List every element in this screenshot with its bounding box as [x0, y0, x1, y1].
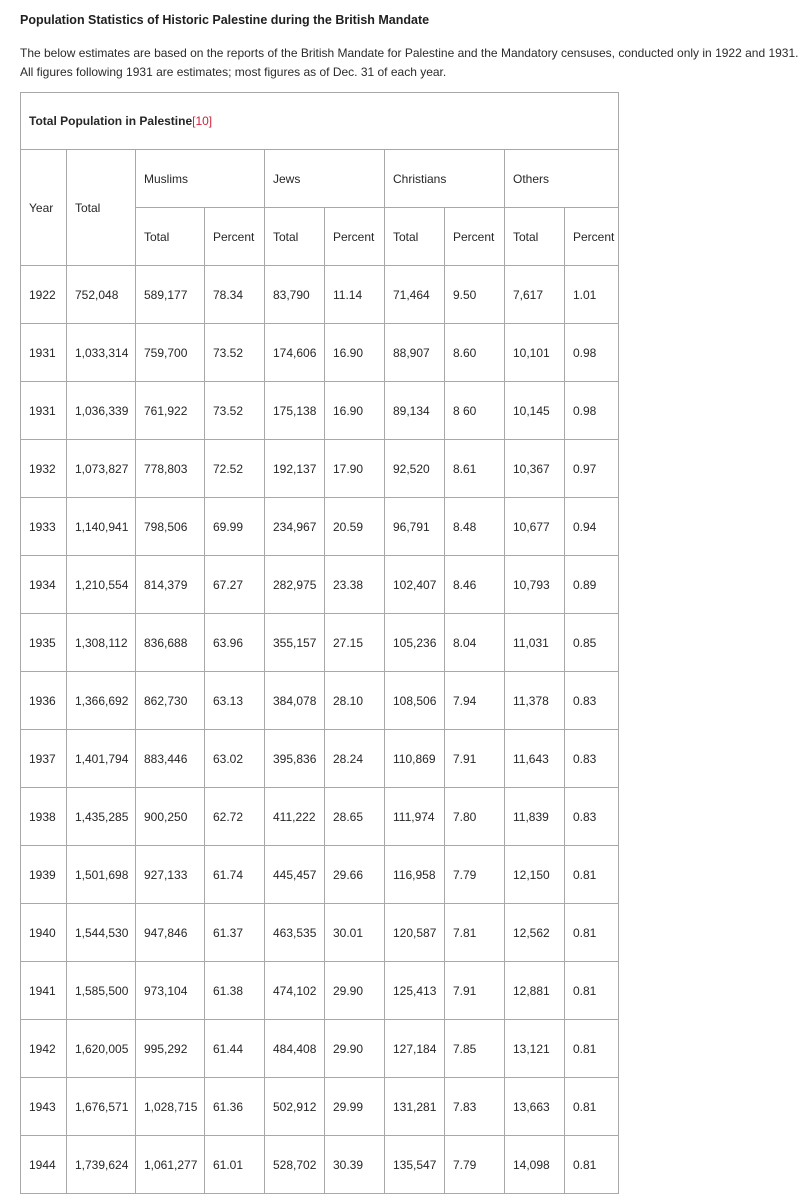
others-percent-cell: 0.81	[565, 846, 619, 904]
table-row	[21, 672, 619, 730]
others-total-cell: 10,677	[505, 498, 565, 556]
christians-total-cell: 88,907	[385, 324, 445, 382]
others-percent-cell: 0.81	[565, 904, 619, 962]
jews-percent-cell: 29.66	[325, 846, 385, 904]
total-cell: 1,501,698	[67, 846, 136, 904]
others-percent-cell: 0.98	[565, 382, 619, 440]
christians-total-cell: 89,134	[385, 382, 445, 440]
table-row	[21, 382, 619, 440]
year-cell: 1944	[21, 1136, 67, 1194]
total-cell: 1,073,827	[67, 440, 136, 498]
muslims-percent-cell: 61.44	[205, 1020, 265, 1078]
table-row	[21, 1078, 619, 1136]
total-header: Total	[67, 150, 136, 266]
muslims-total-cell: 947,846	[136, 904, 205, 962]
others-total-cell: 11,031	[505, 614, 565, 672]
others-percent-cell: 0.94	[565, 498, 619, 556]
muslims-percent-cell: 62.72	[205, 788, 265, 846]
christians-percent-cell: 7.83	[445, 1078, 505, 1136]
year-cell: 1931	[21, 382, 67, 440]
others-percent-cell: 0.89	[565, 556, 619, 614]
jews-total-cell: 411,222	[265, 788, 325, 846]
jews-total-cell: 474,102	[265, 962, 325, 1020]
jews-percent-cell: 27.15	[325, 614, 385, 672]
total-cell: 1,620,005	[67, 1020, 136, 1078]
others-total-cell: 11,839	[505, 788, 565, 846]
christians-percent-cell: 8.60	[445, 324, 505, 382]
table-row	[21, 788, 619, 846]
christians-total-cell: 120,587	[385, 904, 445, 962]
jews-total-cell: 175,138	[265, 382, 325, 440]
year-cell: 1933	[21, 498, 67, 556]
others-percent-cell: 0.97	[565, 440, 619, 498]
muslims-total-cell: 814,379	[136, 556, 205, 614]
total-cell: 1,544,530	[67, 904, 136, 962]
jews-percent-cell: 29.90	[325, 962, 385, 1020]
christians-total-cell: 125,413	[385, 962, 445, 1020]
muslims-percent-cell: 61.74	[205, 846, 265, 904]
jews-total-cell: 463,535	[265, 904, 325, 962]
page-title: Population Statistics of Historic Palestine during the British Mandate	[20, 13, 430, 27]
others-percent-cell: 0.81	[565, 962, 619, 1020]
christians-total-cell: 110,869	[385, 730, 445, 788]
jews-percent-cell: 29.99	[325, 1078, 385, 1136]
jews-percent-cell: 30.01	[325, 904, 385, 962]
christians-total-cell: 92,520	[385, 440, 445, 498]
year-cell: 1940	[21, 904, 67, 962]
jews-total-cell: 174,606	[265, 324, 325, 382]
christians-percent-cell: 7.85	[445, 1020, 505, 1078]
total-cell: 1,366,692	[67, 672, 136, 730]
christians-total-cell: 105,236	[385, 614, 445, 672]
others-header: Others	[505, 150, 619, 208]
christians-percent-cell: 7.80	[445, 788, 505, 846]
year-cell: 1935	[21, 614, 67, 672]
jews-total-cell: 484,408	[265, 1020, 325, 1078]
others-total-cell: 10,793	[505, 556, 565, 614]
muslims-percent-cell: 61.37	[205, 904, 265, 962]
table-row	[21, 556, 619, 614]
muslims-total-cell: 761,922	[136, 382, 205, 440]
total-cell: 1,140,941	[67, 498, 136, 556]
year-cell: 1941	[21, 962, 67, 1020]
others-total-cell: 11,378	[505, 672, 565, 730]
others-total-cell: 13,663	[505, 1078, 565, 1136]
muslims-percent-cell: 61.36	[205, 1078, 265, 1136]
jews-percent-cell: 28.65	[325, 788, 385, 846]
others-percent-cell: 1.01	[565, 266, 619, 324]
table-caption-text: Total Population in Palestine	[29, 114, 193, 128]
muslims-percent-cell: 73.52	[205, 382, 265, 440]
jews-total-header: Total	[265, 208, 325, 266]
total-cell: 1,401,794	[67, 730, 136, 788]
muslims-total-cell: 589,177	[136, 266, 205, 324]
muslims-percent-cell: 72.52	[205, 440, 265, 498]
table-row	[21, 324, 619, 382]
year-cell: 1931	[21, 324, 67, 382]
year-header: Year	[21, 150, 67, 266]
population-table	[20, 92, 619, 1194]
jews-total-cell: 384,078	[265, 672, 325, 730]
year-cell: 1936	[21, 672, 67, 730]
year-cell: 1922	[21, 266, 67, 324]
christians-total-header: Total	[385, 208, 445, 266]
muslims-total-cell: 798,506	[136, 498, 205, 556]
table-row	[21, 846, 619, 904]
christians-percent-cell: 8.48	[445, 498, 505, 556]
table-row	[21, 1020, 619, 1078]
others-total-cell: 7,617	[505, 266, 565, 324]
muslims-total-cell: 927,133	[136, 846, 205, 904]
christians-total-cell: 71,464	[385, 266, 445, 324]
year-cell: 1934	[21, 556, 67, 614]
others-percent-header: Percent	[565, 208, 619, 266]
others-percent-cell: 0.81	[565, 1136, 619, 1194]
jews-percent-cell: 11.14	[325, 266, 385, 324]
muslims-total-cell: 778,803	[136, 440, 205, 498]
muslims-percent-header: Percent	[205, 208, 265, 266]
table-body	[21, 266, 619, 1194]
year-cell: 1942	[21, 1020, 67, 1078]
intro-paragraph: The below estimates are based on the reports of the British Mandate for Palestine and the Mandatory censuses, conducted only in 1922 and 1931. All figures following 1931 are estimates; most figures as of Dec. 31 of each year.	[20, 46, 799, 79]
christians-total-cell: 127,184	[385, 1020, 445, 1078]
jews-percent-header: Percent	[325, 208, 385, 266]
muslims-header: Muslims	[136, 150, 265, 208]
christians-percent-cell: 7.81	[445, 904, 505, 962]
jews-header: Jews	[265, 150, 385, 208]
others-total-cell: 13,121	[505, 1020, 565, 1078]
others-total-cell: 10,101	[505, 324, 565, 382]
muslims-percent-cell: 73.52	[205, 324, 265, 382]
christians-percent-header: Percent	[445, 208, 505, 266]
jews-percent-cell: 16.90	[325, 324, 385, 382]
christians-total-cell: 96,791	[385, 498, 445, 556]
others-total-header: Total	[505, 208, 565, 266]
table-row	[21, 614, 619, 672]
others-percent-cell: 0.81	[565, 1020, 619, 1078]
table-row	[21, 904, 619, 962]
christians-percent-cell: 7.94	[445, 672, 505, 730]
year-cell: 1938	[21, 788, 67, 846]
total-cell: 1,033,314	[67, 324, 136, 382]
jews-total-cell: 282,975	[265, 556, 325, 614]
muslims-total-cell: 759,700	[136, 324, 205, 382]
muslims-total-cell: 995,292	[136, 1020, 205, 1078]
christians-total-cell: 135,547	[385, 1136, 445, 1194]
muslims-total-cell: 883,446	[136, 730, 205, 788]
jews-percent-cell: 28.10	[325, 672, 385, 730]
jews-total-cell: 395,836	[265, 730, 325, 788]
jews-percent-cell: 23.38	[325, 556, 385, 614]
table-row	[21, 266, 619, 324]
christians-percent-cell: 8.61	[445, 440, 505, 498]
jews-total-cell: 445,457	[265, 846, 325, 904]
others-total-cell: 12,150	[505, 846, 565, 904]
others-total-cell: 12,881	[505, 962, 565, 1020]
christians-percent-cell: 7.79	[445, 1136, 505, 1194]
muslims-total-cell: 1,028,715	[136, 1078, 205, 1136]
christians-percent-cell: 7.91	[445, 962, 505, 1020]
jews-total-cell: 192,137	[265, 440, 325, 498]
jews-percent-cell: 17.90	[325, 440, 385, 498]
table-row	[21, 962, 619, 1020]
christians-percent-cell: 9.50	[445, 266, 505, 324]
others-total-cell: 12,562	[505, 904, 565, 962]
total-cell: 1,435,285	[67, 788, 136, 846]
total-cell: 752,048	[67, 266, 136, 324]
christians-total-cell: 108,506	[385, 672, 445, 730]
others-total-cell: 11,643	[505, 730, 565, 788]
total-cell: 1,308,112	[67, 614, 136, 672]
jews-percent-cell: 30.39	[325, 1136, 385, 1194]
others-percent-cell: 0.83	[565, 672, 619, 730]
christians-percent-cell: 8 60	[445, 382, 505, 440]
muslims-percent-cell: 63.96	[205, 614, 265, 672]
total-cell: 1,585,500	[67, 962, 136, 1020]
jews-percent-cell: 16.90	[325, 382, 385, 440]
jews-percent-cell: 28.24	[325, 730, 385, 788]
total-cell: 1,676,571	[67, 1078, 136, 1136]
muslims-total-cell: 836,688	[136, 614, 205, 672]
jews-total-cell: 355,157	[265, 614, 325, 672]
others-percent-cell: 0.98	[565, 324, 619, 382]
others-percent-cell: 0.83	[565, 730, 619, 788]
muslims-total-cell: 862,730	[136, 672, 205, 730]
table-row	[21, 1136, 619, 1194]
others-total-cell: 10,145	[505, 382, 565, 440]
table-row	[21, 730, 619, 788]
christians-percent-cell: 8.46	[445, 556, 505, 614]
total-cell: 1,210,554	[67, 556, 136, 614]
muslims-total-cell: 1,061,277	[136, 1136, 205, 1194]
christians-percent-cell: 7.79	[445, 846, 505, 904]
christians-percent-cell: 7.91	[445, 730, 505, 788]
muslims-percent-cell: 78.34	[205, 266, 265, 324]
jews-total-cell: 528,702	[265, 1136, 325, 1194]
total-cell: 1,739,624	[67, 1136, 136, 1194]
muslims-total-cell: 973,104	[136, 962, 205, 1020]
muslims-percent-cell: 67.27	[205, 556, 265, 614]
table-caption	[21, 93, 619, 150]
others-percent-cell: 0.81	[565, 1078, 619, 1136]
christians-total-cell: 102,407	[385, 556, 445, 614]
jews-percent-cell: 20.59	[325, 498, 385, 556]
jews-total-cell: 234,967	[265, 498, 325, 556]
year-cell: 1939	[21, 846, 67, 904]
year-cell: 1932	[21, 440, 67, 498]
muslims-percent-cell: 69.99	[205, 498, 265, 556]
jews-total-cell: 502,912	[265, 1078, 325, 1136]
christians-total-cell: 116,958	[385, 846, 445, 904]
table-row	[21, 498, 619, 556]
christians-total-cell: 131,281	[385, 1078, 445, 1136]
muslims-percent-cell: 61.38	[205, 962, 265, 1020]
christians-total-cell: 111,974	[385, 788, 445, 846]
others-percent-cell: 0.85	[565, 614, 619, 672]
others-percent-cell: 0.83	[565, 788, 619, 846]
total-cell: 1,036,339	[67, 382, 136, 440]
year-cell: 1937	[21, 730, 67, 788]
christians-percent-cell: 8.04	[445, 614, 505, 672]
citation-link[interactable]: [10]	[192, 114, 213, 128]
muslims-percent-cell: 63.02	[205, 730, 265, 788]
muslims-percent-cell: 63.13	[205, 672, 265, 730]
muslims-total-header: Total	[136, 208, 205, 266]
muslims-total-cell: 900,250	[136, 788, 205, 846]
christians-header: Christians	[385, 150, 505, 208]
muslims-percent-cell: 61.01	[205, 1136, 265, 1194]
jews-total-cell: 83,790	[265, 266, 325, 324]
table-row	[21, 440, 619, 498]
others-total-cell: 10,367	[505, 440, 565, 498]
year-cell: 1943	[21, 1078, 67, 1136]
jews-percent-cell: 29.90	[325, 1020, 385, 1078]
others-total-cell: 14,098	[505, 1136, 565, 1194]
